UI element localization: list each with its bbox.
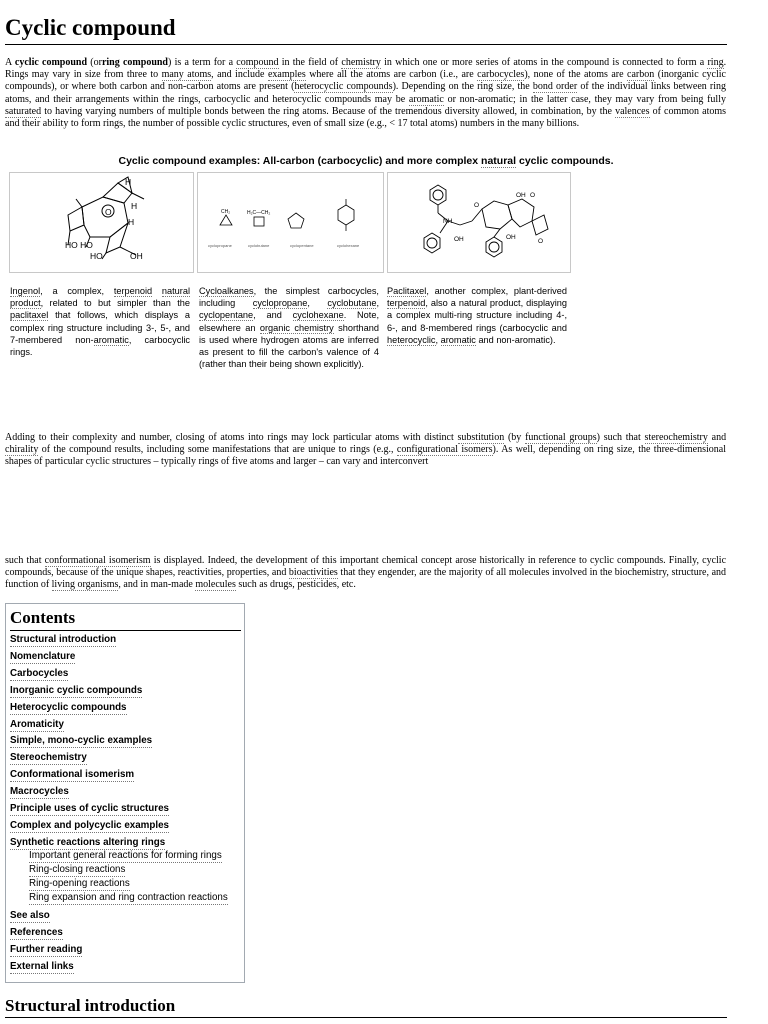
term-ring-compound: ring compound (101, 57, 168, 68)
toc-title: Contents (10, 607, 241, 631)
label-cyclopropane: cyclopropane (208, 243, 232, 248)
link-stereochemistry[interactable]: stereochemistry (644, 432, 708, 443)
caption-ingenol: Ingenol, a complex, terpenoid natural product, related to but simpler than the paclitaxel that follows, which displays a complex ring structure including 3-, 5-, and 7-membered non-aromatic, carbocyclic rings. (10, 286, 190, 358)
image-paclitaxel[interactable] (387, 172, 571, 273)
link-cyclobutane[interactable]: cyclobutane (327, 298, 377, 309)
paclitaxel-structure (388, 173, 570, 272)
toc-item-principle-uses[interactable]: Principle uses of cyclic structures (10, 803, 169, 814)
table-of-contents (5, 603, 245, 983)
caption-paclitaxel: Paclitaxel, another complex, plant-derived terpenoid, also a natural product, displaying a complex multi-ring structure including 4-, 6-, and 8-membered rings (carbocyclic and heterocyclic, aromatic and non-aromatic). (387, 286, 567, 345)
cycloalkanes-structure (198, 173, 383, 272)
toc-item-aromaticity[interactable]: Aromaticity (10, 719, 64, 730)
link-chirality[interactable]: chirality (5, 444, 39, 456)
label-oh: OH (130, 251, 143, 261)
intro-paragraph: A cyclic compound (orring compound) is a term for a compound in the field of chemistry in which one or more series of atoms in the compound is connected to form a ring. Rings may vary in size from three to many atoms, and include examples where all the atoms are carbon (i.e., are carbocycles), none of the atoms are carbon (inorganic cyclic compounds), or where both carbon and non-carbon atoms are present (heterocyclic compounds). Depending on the ring size, the bond order of the individual links between ring atoms, and their arrangements within the rings, carbocyclic and heterocyclic compounds may be aromatic or non-aromatic; in the latter case, they may vary from being fully saturated to having varying numbers of multiple bonds between the ring atoms. Because of the tremendous diversity allowed, in combination, by the valences of common atoms and their ability to form rings, the number of possible cyclic structures, even of small size (e.g., < 17 total atoms) numbers in the many billions. (5, 57, 727, 130)
toc-subitem-ring-opening[interactable]: Ring-opening reactions (29, 878, 130, 889)
label-o-1: O (474, 202, 480, 209)
toc-item-nomenclature[interactable]: Nomenclature (10, 651, 76, 662)
link-bond-order[interactable]: bond order (532, 81, 578, 93)
link-examples[interactable]: examples (267, 69, 306, 81)
toc-subitem-ring-closing[interactable]: Ring-closing reactions (29, 864, 126, 875)
toc-item-macrocycles[interactable]: Macrocycles (10, 786, 69, 797)
term-cyclic-compound: cyclic compound (14, 57, 88, 68)
link-paclitaxel-cap3[interactable]: Paclitaxel (387, 286, 427, 296)
link-ring[interactable]: ring (707, 57, 724, 68)
label-oh-2: OH (516, 192, 526, 199)
toc-item-further-reading[interactable]: Further reading (10, 944, 83, 955)
label-oh-3: OH (506, 234, 516, 241)
link-heterocyclic[interactable]: heterocyclic compounds (294, 81, 393, 93)
toc-item-structural-introduction[interactable]: Structural introduction (10, 634, 117, 645)
label-hoho: HO HO (65, 240, 93, 250)
link-molecules[interactable]: molecules (195, 579, 236, 591)
link-organic-chemistry[interactable]: organic chemistry (259, 322, 334, 333)
link-carbon[interactable]: carbon (627, 69, 655, 81)
label-cyclobutane: cyclobutane (248, 243, 270, 248)
section-heading-structural-introduction: Structural introduction (5, 995, 727, 1018)
toc-item-conformational[interactable]: Conformational isomerism (10, 769, 135, 780)
toc-item-see-also[interactable]: See also (10, 910, 50, 921)
image-ingenol[interactable] (9, 172, 194, 273)
link-substitution[interactable]: substitution (457, 432, 505, 443)
page-title: Cyclic compound (5, 14, 727, 45)
link-carbocycles[interactable]: carbocycles (477, 69, 525, 81)
link-living-organisms[interactable]: living organisms (51, 579, 119, 591)
toc-item-stereochemistry[interactable]: Stereochemistry (10, 752, 87, 763)
label-h2c: H₂C—CH₂ (247, 210, 271, 216)
link-valences[interactable]: valences (615, 105, 650, 117)
toc-item-external-links[interactable]: External links (10, 961, 74, 972)
paragraph-stereochemistry: Adding to their complexity and number, closing of atoms into rings may lock particular atoms with distinct substitution (by functional groups) such that stereochemistry and chirality of the compound results, including some manifestations that are unique to rings (e.g., configurational isomers). As well, depending on ring size, the three-dimensional shapes of particular cyclic structures – typically rings of five atoms and larger – can vary and interconvert (5, 432, 727, 468)
link-saturated[interactable]: saturated (5, 105, 42, 117)
label-h-top: H (125, 177, 132, 187)
link-cyclohexane[interactable]: cyclohexane (292, 310, 344, 321)
link-compound[interactable]: compound (236, 57, 279, 68)
toc-subitem-ring-expansion[interactable]: Ring expansion and ring contraction reactions (29, 892, 228, 903)
caption-cycloalkanes: Cycloalkanes, the simplest carbocycles, including cyclopropane, cyclobutane, cyclopentane, and cyclohexane. Note, elsewhere an organic chemistry shorthand is used where hydrogen atoms are inferred as present to fill the carbon's valence of 4 (rather than their being shown explicitly). (199, 286, 379, 370)
label-o-3: O (530, 192, 536, 199)
link-functional-groups[interactable]: functional groups (525, 432, 597, 443)
image-cycloalkanes[interactable] (197, 172, 384, 273)
ingenol-structure (10, 173, 193, 272)
toc-item-heterocyclic[interactable]: Heterocyclic compounds (10, 702, 127, 713)
link-aromatic-cap1[interactable]: aromatic (93, 334, 129, 345)
toc-subitem-forming-rings[interactable]: Important general reactions for forming rings (29, 850, 222, 861)
link-terpenoid[interactable]: terpenoid (113, 286, 153, 296)
link-cyclopentane[interactable]: cyclopentane (199, 310, 254, 321)
label-o: O (105, 207, 112, 217)
label-oh-1: OH (454, 236, 464, 243)
link-aromatic-cap3[interactable]: aromatic (440, 334, 476, 345)
toc-item-simple-monocyclic[interactable]: Simple, mono-cyclic examples (10, 735, 153, 746)
link-conformational-isomerism[interactable]: conformational isomerism (44, 555, 151, 566)
link-aromatic[interactable]: aromatic (408, 93, 444, 105)
label-o-2: O (538, 238, 544, 245)
label-nh: NH (443, 218, 453, 225)
label-cyclohexane: cyclohexane (337, 243, 360, 248)
gallery-title: Cyclic compound examples: All-carbon (carbocyclic) and more complex natural cyclic compounds. (118, 155, 614, 167)
link-natural[interactable]: natural (481, 155, 517, 167)
toc-item-carbocycles[interactable]: Carbocycles (10, 668, 69, 679)
toc-item-references[interactable]: References (10, 927, 63, 938)
link-natural-product[interactable]: natural product (10, 286, 190, 309)
toc-item-complex-polycyclic[interactable]: Complex and polycyclic examples (10, 820, 169, 831)
label-ch2: CH₂ (221, 209, 231, 215)
link-bioactivities[interactable]: bioactivities (288, 567, 338, 579)
link-heterocyclic-cap3[interactable]: heterocyclic (387, 334, 436, 345)
link-cyclopropane[interactable]: cyclopropane (252, 298, 308, 309)
link-cycloalkanes[interactable]: Cycloalkanes (199, 286, 254, 296)
label-h-mid: H (128, 217, 135, 227)
label-h-right: H (131, 201, 138, 211)
link-terpenoid-cap3[interactable]: terpenoid (387, 298, 426, 309)
paragraph-conformational: such that conformational isomerism is displayed. Indeed, the development of this important chemical concept arose historically in reference to cyclic compounds. Finally, cyclic compounds, because of the unique shapes, reactivities, properties, and bioactivities that they engender, are the majority of all molecules involved in the biochemistry, structure, and function of living organisms, and in man-made molecules such as drugs, pesticides, etc. (5, 555, 727, 591)
toc-item-inorganic[interactable]: Inorganic cyclic compounds (10, 685, 143, 696)
link-configurational-isomers[interactable]: configurational isomers (396, 444, 493, 456)
label-ho: HO (90, 251, 103, 261)
link-ingenol[interactable]: Ingenol (10, 286, 41, 296)
link-many-atoms[interactable]: many atoms (161, 69, 212, 81)
link-chemistry[interactable]: chemistry (341, 57, 381, 68)
link-paclitaxel[interactable]: paclitaxel (10, 310, 49, 321)
toc-item-synthetic-reactions[interactable]: Synthetic reactions altering rings (10, 837, 166, 848)
label-cyclopentane: cyclopentane (290, 243, 314, 248)
